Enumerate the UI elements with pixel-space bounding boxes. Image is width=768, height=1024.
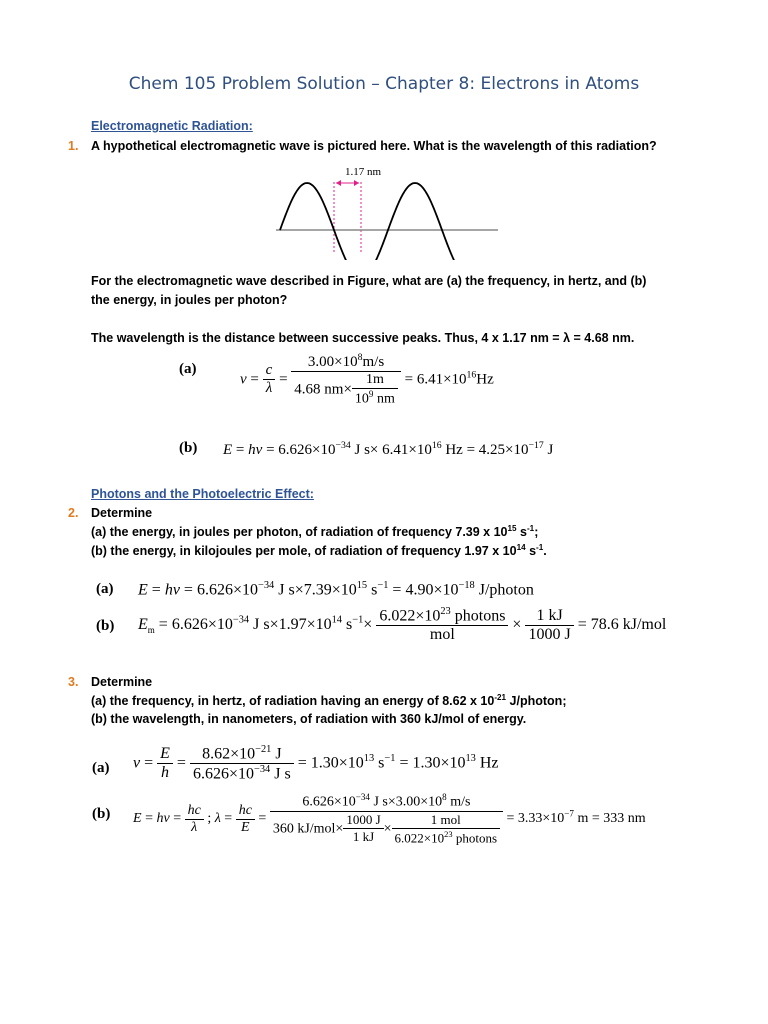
section-heading-electromagnetic-radiation: Electromagnetic Radiation: [91,119,253,133]
equation-3a-label: (a) [92,760,110,776]
equation-3a: ν = $\frac{E}{h}$ = $\frac{8.62\times 10^{-21} J}{6.626\times 10^{-34} J s}$ = $1.30\times 10^{13}$ $s^{-1} = 1.30\times 10^{13}$ Hz [133,744,499,783]
equation-1a: ν = $\frac{c}{\lambda}$ = $3.00\times 10^8m/s$ 4.68 nm× $\frac{1m}{10^9 nm}$ = $6.41\times 10^{16}Hz$ [240,352,494,407]
equation-2b-label: (b) [96,618,115,634]
q1-paragraph-line-1: For the electromagnetic wave described in Figure, what are (a) the frequency, in hertz, and (b) [91,274,647,288]
arrow-head-left [336,180,341,186]
question-3-determine: Determine [91,675,153,689]
question-number-3: 3. [68,675,79,689]
equation-1a-label: (a) [179,361,197,377]
page-title: Chem 105 Problem Solution – Chapter 8: Electrons in Atoms [128,74,640,94]
section-heading-photons: Photons and the Photoelectric Effect: [91,487,314,501]
wave-figure [270,160,500,260]
q1-paragraph-line-2: the energy, in joules per photon? [91,293,288,307]
equation-2b: $E_m = 6.626\times 10^{-34}$ J $s\times 1.97\times 10^{14}$ $s^{-1}\times$ $\frac{6.022\times 10^{23} photons}{\text{mol}}$ × $\frac{1 kJ}{1000 J}$ = 78.6 kJ/mol [138,606,667,644]
question-2-part-b: (b) the energy, in kilojoules per mole, of radiation of frequency 1.97 x $10^{14}$ $s^{-1}$. [91,543,547,559]
equation-3b-label: (b) [92,806,111,822]
question-3-part-b: (b) the wavelength, in nanometers, of radiation with 360 kJ/mol of energy. [91,712,527,726]
arrow-head-right [354,180,359,186]
wavelength-label: 1.17 nm [345,166,382,178]
question-number-2: 2. [68,506,79,520]
wave-curve [280,183,462,260]
question-2-part-a: (a) the energy, in joules per photon, of radiation of frequency 7.39 x $10^{15}$ $s^{-1}$; [91,524,539,540]
question-1-text: A hypothetical electromagnetic wave is pictured here. What is the wavelength of this radiation? [91,139,657,153]
equation-1b-label: (b) [179,440,198,456]
question-3-part-a: (a) the frequency, in hertz, of radiation having an energy of 8.62 x $10^{-21}$ J/photon; [91,693,567,709]
equation-2a-label: (a) [96,581,114,597]
q1-wavelength-statement: The wavelength is the distance between successive peaks. Thus, 4 x 1.17 nm = λ = 4.68 nm. [91,331,635,345]
question-number-1: 1. [68,139,79,153]
equation-1b: $E = h\nu = 6.626\times 10^{-34}$ J $s\times 6.41\times 10^{16}$ $Hz = 4.25\times 10^{-17}$ J [223,440,554,458]
equation-2a: $E = h\nu = 6.626\times 10^{-34}$ J $s\times 7.39\times 10^{15}$ $s^{-1} = 4.90\times 10^{-18}$ J/photon [138,580,534,599]
equation-3b: E = hν = $\frac{hc}{\lambda}$ ; λ = $\frac{hc}{E}$ = $6.626\times 10^{-34}$ J $s\times 3.00\times 10^8$ m/s 360 kJ/mol× $\frac{1000 J}{1 kJ}$ × $\frac{\text{1 mol}}{6.022\times 10^{23} photons}$ = $3.33\times 10^{-7}$ m = 333 nm [133,792,646,845]
question-2-determine: Determine [91,506,153,520]
